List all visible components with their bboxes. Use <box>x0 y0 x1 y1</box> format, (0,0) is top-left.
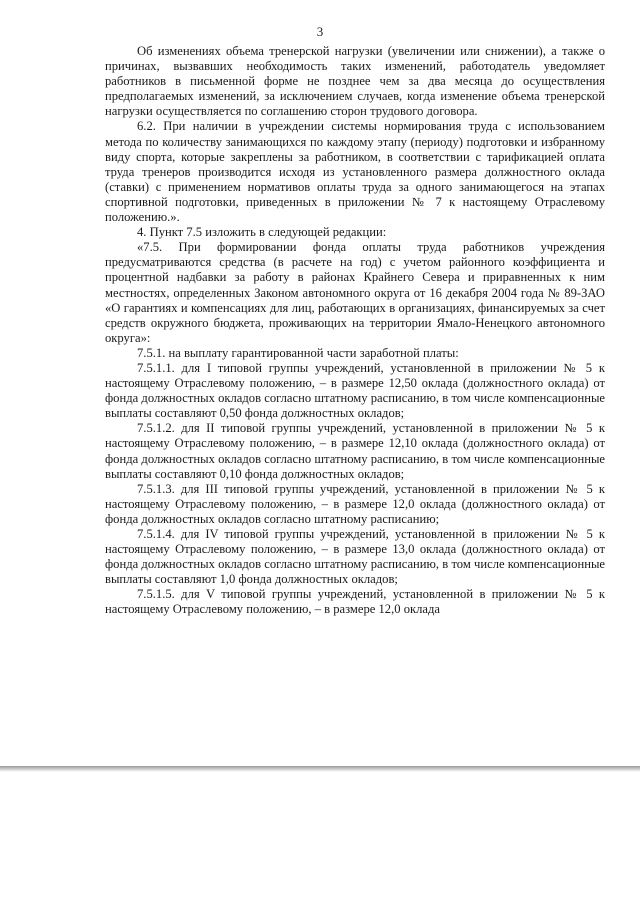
paragraph-7-5-1-4: 7.5.1.4. для IV типовой группы учреждений, установленной в приложении № 5 к настоящему Отраслевому положению, – в размере 13,0 оклада (должностного оклада) от фонда должностных окладов согласно штатному расписанию, в том числе компенсационные выплаты составляют 1,0 фонда должностных окладов; <box>105 527 605 587</box>
paragraph-7-5-1: 7.5.1. на выплату гарантированной части заработной платы: <box>137 345 459 360</box>
paragraph-7-5: «7.5. При формировании фонда оплаты труда работников учреждения предусматриваются средства (в расчете на год) с учетом районного коэффициента и процентной надбавки за работу в районах Крайнего Севера и приравненных к ним местностях, определенных Законом автономного округа от 16 декабря 2004 года № 89-ЗАО «О гарантиях и компенсациях для лиц, работающих в организациях, финансируемых за счет средств окружного бюджета, проживающих на территории Ямало-Ненецкого автономного округа»: <box>105 240 605 345</box>
paragraph-7-5-1-1: 7.5.1.1. для I типовой группы учреждений, установленной в приложении № 5 к настоящему Отраслевому положению, – в размере 12,50 оклада (должностного оклада) от фонда должностных окладов согласно штатному расписанию, в том числе компенсационные выплаты составляют 0,50 фонда должностных окладов; <box>105 360 605 421</box>
paragraph-6-2: 6.2. При наличии в учреждении системы нормирования труда с использованием метода по количеству занимающихся по каждому этапу (периоду) подготовки и избранному виду спорта, которые закреплены за работником, в соответствии с тарификацией оплата труда тренеров производится исходя из установленного размера должностного оклада (ставки) с применением нормативов оплаты труда за одного занимающегося на этапах спортивной подготовки, приведенных в приложении № 7 к настоящему Отраслевому положению.». <box>105 119 605 225</box>
page-number: 3 <box>316 24 324 39</box>
page-bottom-margin <box>0 766 640 905</box>
paragraph-7-5-1-5: 7.5.1.5. для V типовой группы учреждений, установленной в приложении № 5 к настоящему Отраслевому положению, – в размере 12,0 оклада <box>105 587 605 617</box>
paragraph-notice-of-changes: Об изменениях объема тренерской нагрузки (увеличении или снижении), а также о причинах, вызвавших необходимость таких изменений, работодатель уведомляет работников в письменной форме не позднее чем за два месяца до осуществления предполагаемых изменений, за исключением случаев, когда изменение объема тренерской нагрузки осуществляется по соглашению сторон трудового договора. <box>105 44 605 119</box>
paragraph-7-5-1-3: 7.5.1.3. для III типовой группы учреждений, установленной в приложении № 5 к настоящему Отраслевому положению, – в размере 12,0 оклада (должностного оклада) от фонда должностных окладов согласно штатному расписанию; <box>105 481 605 526</box>
paragraph-item-4: 4. Пункт 7.5 изложить в следующей редакции: <box>137 225 387 240</box>
document-body <box>105 44 605 618</box>
scan-edge-shadow <box>0 766 640 772</box>
paragraph-7-5-1-2: 7.5.1.2. для II типовой группы учреждений, установленной в приложении № 5 к настоящему Отраслевому положению, – в размере 12,10 оклада (должностного оклада) от фонда должностных окладов согласно штатному расписанию, в том числе компенсационные выплаты составляют 0,10 фонда должностных окладов; <box>105 421 605 481</box>
